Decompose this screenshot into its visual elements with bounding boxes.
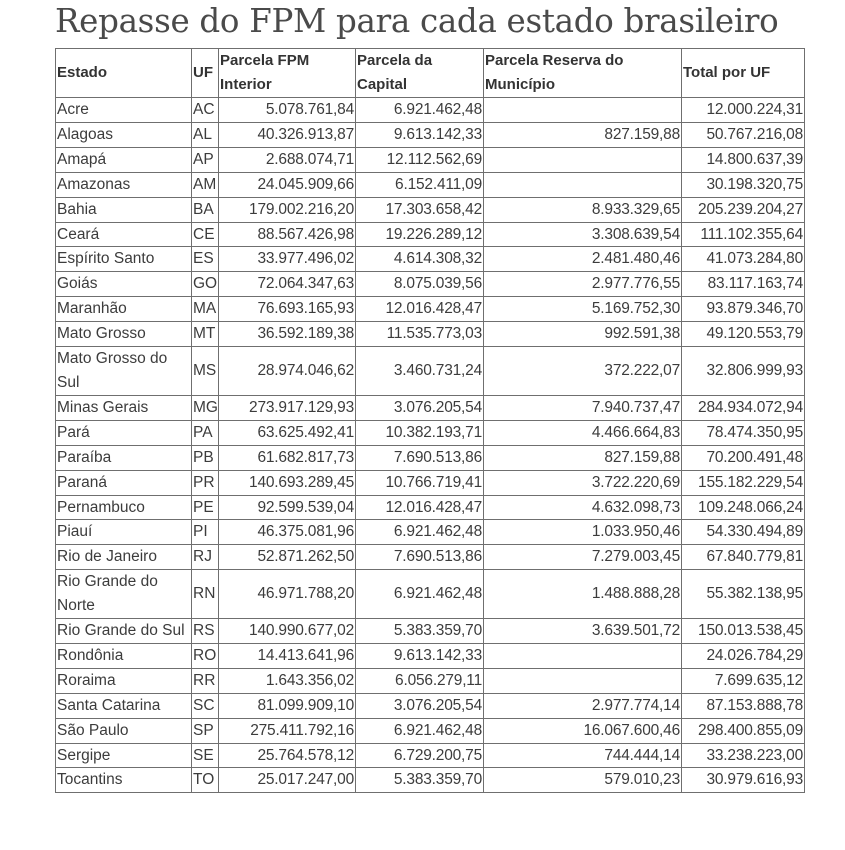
cell-reserva: 4.466.664,83	[484, 420, 682, 445]
cell-reserva: 3.639.501,72	[484, 619, 682, 644]
cell-reserva	[484, 172, 682, 197]
table-header-row	[56, 49, 805, 98]
cell-uf: GO	[192, 272, 219, 297]
cell-reserva: 2.977.774,14	[484, 693, 682, 718]
cell-fpm-interior: 14.413.641,96	[219, 643, 356, 668]
table-row	[56, 693, 805, 718]
cell-estado: Sergipe	[56, 743, 192, 768]
cell-capital: 17.303.658,42	[356, 197, 484, 222]
cell-fpm-interior: 25.017.247,00	[219, 768, 356, 793]
cell-reserva: 579.010,23	[484, 768, 682, 793]
cell-total: 14.800.637,39	[682, 147, 805, 172]
cell-uf: MA	[192, 297, 219, 322]
cell-reserva: 16.067.600,46	[484, 718, 682, 743]
table-row	[56, 445, 805, 470]
cell-total: 49.120.553,79	[682, 322, 805, 347]
cell-fpm-interior: 72.064.347,63	[219, 272, 356, 297]
cell-reserva: 2.977.776,55	[484, 272, 682, 297]
cell-reserva: 5.169.752,30	[484, 297, 682, 322]
cell-estado: Paraná	[56, 470, 192, 495]
cell-fpm-interior: 1.643.356,02	[219, 668, 356, 693]
cell-capital: 9.613.142,33	[356, 643, 484, 668]
cell-capital: 12.016.428,47	[356, 297, 484, 322]
cell-capital: 19.226.289,12	[356, 222, 484, 247]
table-row	[56, 395, 805, 420]
cell-capital: 10.382.193,71	[356, 420, 484, 445]
cell-estado: Ceará	[56, 222, 192, 247]
cell-capital: 7.690.513,86	[356, 545, 484, 570]
cell-uf: BA	[192, 197, 219, 222]
cell-capital: 5.383.359,70	[356, 619, 484, 644]
cell-total: 70.200.491,48	[682, 445, 805, 470]
cell-total: 298.400.855,09	[682, 718, 805, 743]
cell-reserva: 827.159,88	[484, 122, 682, 147]
cell-uf: TO	[192, 768, 219, 793]
cell-reserva: 744.444,14	[484, 743, 682, 768]
cell-total: 87.153.888,78	[682, 693, 805, 718]
cell-fpm-interior: 140.990.677,02	[219, 619, 356, 644]
table-row	[56, 470, 805, 495]
cell-estado: Rio Grande do Sul	[56, 619, 192, 644]
cell-total: 111.102.355,64	[682, 222, 805, 247]
cell-uf: MS	[192, 347, 219, 396]
cell-total: 24.026.784,29	[682, 643, 805, 668]
cell-capital: 12.016.428,47	[356, 495, 484, 520]
cell-estado: Amazonas	[56, 172, 192, 197]
cell-estado: Espírito Santo	[56, 247, 192, 272]
table-row	[56, 520, 805, 545]
cell-reserva: 4.632.098,73	[484, 495, 682, 520]
cell-capital: 3.460.731,24	[356, 347, 484, 396]
cell-estado: Goiás	[56, 272, 192, 297]
cell-total: 33.238.223,00	[682, 743, 805, 768]
cell-uf: SE	[192, 743, 219, 768]
cell-estado: Paraíba	[56, 445, 192, 470]
cell-reserva: 992.591,38	[484, 322, 682, 347]
cell-fpm-interior: 52.871.262,50	[219, 545, 356, 570]
table-row	[56, 272, 805, 297]
cell-capital: 6.921.462,48	[356, 520, 484, 545]
cell-fpm-interior: 40.326.913,87	[219, 122, 356, 147]
cell-estado: São Paulo	[56, 718, 192, 743]
cell-capital: 3.076.205,54	[356, 693, 484, 718]
cell-capital: 4.614.308,32	[356, 247, 484, 272]
table-row	[56, 718, 805, 743]
cell-total: 205.239.204,27	[682, 197, 805, 222]
cell-total: 155.182.229,54	[682, 470, 805, 495]
cell-uf: PR	[192, 470, 219, 495]
header-total: Total por UF	[682, 49, 805, 98]
cell-reserva: 7.940.737,47	[484, 395, 682, 420]
cell-capital: 10.766.719,41	[356, 470, 484, 495]
cell-uf: SP	[192, 718, 219, 743]
cell-reserva: 7.279.003,45	[484, 545, 682, 570]
cell-total: 67.840.779,81	[682, 545, 805, 570]
cell-reserva: 2.481.480,46	[484, 247, 682, 272]
cell-reserva: 8.933.329,65	[484, 197, 682, 222]
cell-uf: PB	[192, 445, 219, 470]
cell-estado: Tocantins	[56, 768, 192, 793]
cell-fpm-interior: 92.599.539,04	[219, 495, 356, 520]
cell-fpm-interior: 179.002.216,20	[219, 197, 356, 222]
cell-capital: 9.613.142,33	[356, 122, 484, 147]
header-estado: Estado	[56, 49, 192, 98]
cell-estado: Rondônia	[56, 643, 192, 668]
cell-total: 284.934.072,94	[682, 395, 805, 420]
table-row	[56, 545, 805, 570]
cell-total: 7.699.635,12	[682, 668, 805, 693]
cell-uf: PI	[192, 520, 219, 545]
table-row	[56, 619, 805, 644]
cell-uf: MT	[192, 322, 219, 347]
header-uf: UF	[192, 49, 219, 98]
cell-capital: 6.729.200,75	[356, 743, 484, 768]
cell-reserva: 3.308.639,54	[484, 222, 682, 247]
table-row	[56, 643, 805, 668]
cell-fpm-interior: 46.375.081,96	[219, 520, 356, 545]
cell-estado: Maranhão	[56, 297, 192, 322]
cell-fpm-interior: 36.592.189,38	[219, 322, 356, 347]
cell-capital: 12.112.562,69	[356, 147, 484, 172]
cell-uf: PE	[192, 495, 219, 520]
cell-total: 78.474.350,95	[682, 420, 805, 445]
cell-uf: PA	[192, 420, 219, 445]
cell-fpm-interior: 63.625.492,41	[219, 420, 356, 445]
cell-uf: AP	[192, 147, 219, 172]
cell-estado: Santa Catarina	[56, 693, 192, 718]
table-row	[56, 668, 805, 693]
table-row	[56, 222, 805, 247]
cell-capital: 11.535.773,03	[356, 322, 484, 347]
cell-fpm-interior: 76.693.165,93	[219, 297, 356, 322]
cell-uf: RJ	[192, 545, 219, 570]
cell-fpm-interior: 46.971.788,20	[219, 570, 356, 619]
cell-capital: 6.921.462,48	[356, 570, 484, 619]
cell-estado: Amapá	[56, 147, 192, 172]
cell-capital: 5.383.359,70	[356, 768, 484, 793]
cell-total: 50.767.216,08	[682, 122, 805, 147]
cell-capital: 6.921.462,48	[356, 718, 484, 743]
table-row	[56, 197, 805, 222]
cell-uf: RS	[192, 619, 219, 644]
cell-fpm-interior: 25.764.578,12	[219, 743, 356, 768]
table-row	[56, 570, 805, 619]
cell-reserva	[484, 98, 682, 123]
cell-estado: Alagoas	[56, 122, 192, 147]
cell-total: 93.879.346,70	[682, 297, 805, 322]
cell-uf: AM	[192, 172, 219, 197]
cell-estado: Roraima	[56, 668, 192, 693]
cell-reserva: 1.033.950,46	[484, 520, 682, 545]
table-row	[56, 495, 805, 520]
cell-total: 109.248.066,24	[682, 495, 805, 520]
cell-reserva: 1.488.888,28	[484, 570, 682, 619]
cell-fpm-interior: 33.977.496,02	[219, 247, 356, 272]
table-row	[56, 122, 805, 147]
table-row	[56, 347, 805, 396]
table-row	[56, 420, 805, 445]
cell-reserva	[484, 668, 682, 693]
cell-capital: 8.075.039,56	[356, 272, 484, 297]
cell-fpm-interior: 5.078.761,84	[219, 98, 356, 123]
header-fpm-interior: Parcela FPM Interior	[219, 49, 356, 98]
cell-fpm-interior: 140.693.289,45	[219, 470, 356, 495]
cell-fpm-interior: 81.099.909,10	[219, 693, 356, 718]
cell-total: 30.198.320,75	[682, 172, 805, 197]
cell-estado: Pernambuco	[56, 495, 192, 520]
cell-total: 12.000.224,31	[682, 98, 805, 123]
cell-estado: Minas Gerais	[56, 395, 192, 420]
cell-uf: ES	[192, 247, 219, 272]
cell-estado: Mato Grosso	[56, 322, 192, 347]
cell-estado: Rio de Janeiro	[56, 545, 192, 570]
cell-total: 54.330.494,89	[682, 520, 805, 545]
cell-capital: 6.056.279,11	[356, 668, 484, 693]
header-reserva: Parcela Reserva do Município	[484, 49, 682, 98]
cell-fpm-interior: 88.567.426,98	[219, 222, 356, 247]
cell-uf: RO	[192, 643, 219, 668]
cell-fpm-interior: 28.974.046,62	[219, 347, 356, 396]
cell-total: 150.013.538,45	[682, 619, 805, 644]
cell-reserva: 3.722.220,69	[484, 470, 682, 495]
cell-estado: Rio Grande do Norte	[56, 570, 192, 619]
table-row	[56, 743, 805, 768]
cell-fpm-interior: 24.045.909,66	[219, 172, 356, 197]
table-row	[56, 247, 805, 272]
header-capital: Parcela da Capital	[356, 49, 484, 98]
cell-uf: AL	[192, 122, 219, 147]
cell-reserva	[484, 643, 682, 668]
cell-reserva: 827.159,88	[484, 445, 682, 470]
fpm-table	[55, 48, 805, 793]
cell-total: 32.806.999,93	[682, 347, 805, 396]
cell-fpm-interior: 275.411.792,16	[219, 718, 356, 743]
cell-uf: MG	[192, 395, 219, 420]
cell-total: 55.382.138,95	[682, 570, 805, 619]
cell-reserva	[484, 147, 682, 172]
cell-capital: 6.921.462,48	[356, 98, 484, 123]
table-row	[56, 297, 805, 322]
table-row	[56, 768, 805, 793]
cell-uf: RN	[192, 570, 219, 619]
page-title: Repasse do FPM para cada estado brasileiro	[55, 2, 779, 40]
cell-fpm-interior: 2.688.074,71	[219, 147, 356, 172]
cell-uf: AC	[192, 98, 219, 123]
cell-estado: Bahia	[56, 197, 192, 222]
cell-capital: 7.690.513,86	[356, 445, 484, 470]
table-row	[56, 322, 805, 347]
cell-uf: CE	[192, 222, 219, 247]
cell-total: 30.979.616,93	[682, 768, 805, 793]
cell-estado: Mato Grosso do Sul	[56, 347, 192, 396]
cell-estado: Piauí	[56, 520, 192, 545]
table-row	[56, 98, 805, 123]
cell-total: 41.073.284,80	[682, 247, 805, 272]
cell-uf: RR	[192, 668, 219, 693]
cell-capital: 3.076.205,54	[356, 395, 484, 420]
cell-capital: 6.152.411,09	[356, 172, 484, 197]
table-row	[56, 147, 805, 172]
cell-estado: Pará	[56, 420, 192, 445]
cell-total: 83.117.163,74	[682, 272, 805, 297]
cell-reserva: 372.222,07	[484, 347, 682, 396]
cell-fpm-interior: 273.917.129,93	[219, 395, 356, 420]
table-row	[56, 172, 805, 197]
cell-uf: SC	[192, 693, 219, 718]
cell-estado: Acre	[56, 98, 192, 123]
cell-fpm-interior: 61.682.817,73	[219, 445, 356, 470]
